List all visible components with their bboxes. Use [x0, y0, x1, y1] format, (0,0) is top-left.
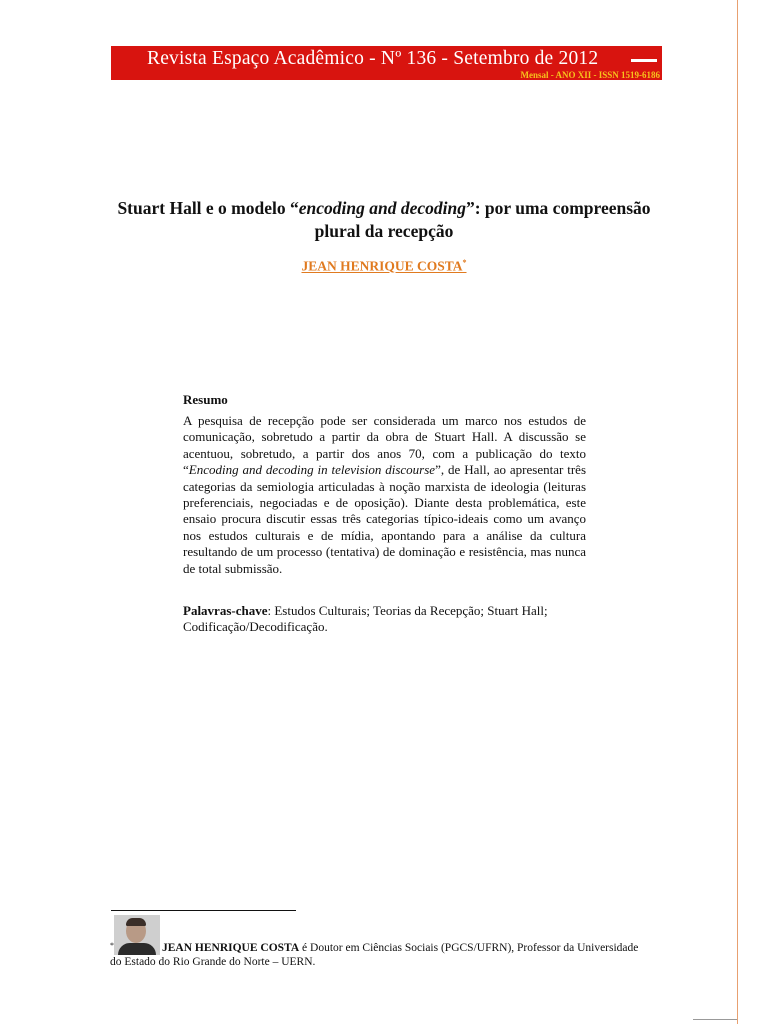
abstract-text	[183, 413, 586, 577]
author-footnote-mark: *	[462, 258, 467, 267]
title-part1: Stuart Hall e o modelo “	[117, 198, 299, 218]
author-footnote	[110, 915, 640, 969]
title-italic: encoding and decoding	[298, 198, 466, 218]
footnote-author-name: JEAN HENRIQUE COSTA	[162, 942, 300, 954]
title-part2: ”: por uma compreensão plural da recepção	[314, 198, 651, 241]
journal-header-banner	[111, 46, 662, 80]
footnote-rule	[111, 910, 296, 911]
journal-issn: Mensal - ANO XII - ISSN 1519-6186	[520, 70, 660, 80]
article-author	[100, 258, 668, 275]
page-corner-rule	[693, 1019, 737, 1020]
footnote-mark: *	[110, 941, 114, 950]
article-title	[100, 197, 668, 243]
keywords-text: : Estudos Culturais; Teorias da Recepção; Stuart Hall; Codificação/Decodificação.	[183, 603, 548, 635]
keywords	[183, 603, 586, 636]
author-name: JEAN HENRIQUE COSTA	[301, 258, 463, 274]
abstract-heading: Resumo	[183, 392, 228, 407]
author-photo	[114, 915, 160, 955]
abstract-part2: ”, de Hall, ao apresentar três categorias da semiologia articuladas à noção marxista de ideologia (leituras preferenciais, negociadas e de oposição). Diante desta problemática, este ensaio procura discutir essas três categorias típico-ideais como um avanço nos estudos culturais e de mídia, apontando para a análise da cultura resultando de um processo (tentativa) de dominação e resistência, mas nunca de total submissão.	[183, 462, 587, 576]
abstract-part1: A pesquisa de recepção pode ser considerada um marco nos estudos de comunicação, sobretudo a partir da obra de Stuart Hall. A discussão se acentuou, sobretudo, a partir dos anos 70, com a publicação do texto “	[183, 413, 586, 478]
journal-title: Revista Espaço Acadêmico - Nº 136 - Setembro de 2012	[147, 48, 599, 69]
page-margin-rule	[737, 0, 738, 1024]
footnote-text: é Doutor em Ciências Sociais (PGCS/UFRN), Professor da Universidade do Estado do Rio Grande do Norte – UERN.	[110, 942, 639, 968]
banner-dash	[631, 59, 657, 62]
abstract-italic: Encoding and decoding in television discourse	[188, 462, 436, 478]
keywords-label: Palavras-chave	[183, 603, 268, 618]
